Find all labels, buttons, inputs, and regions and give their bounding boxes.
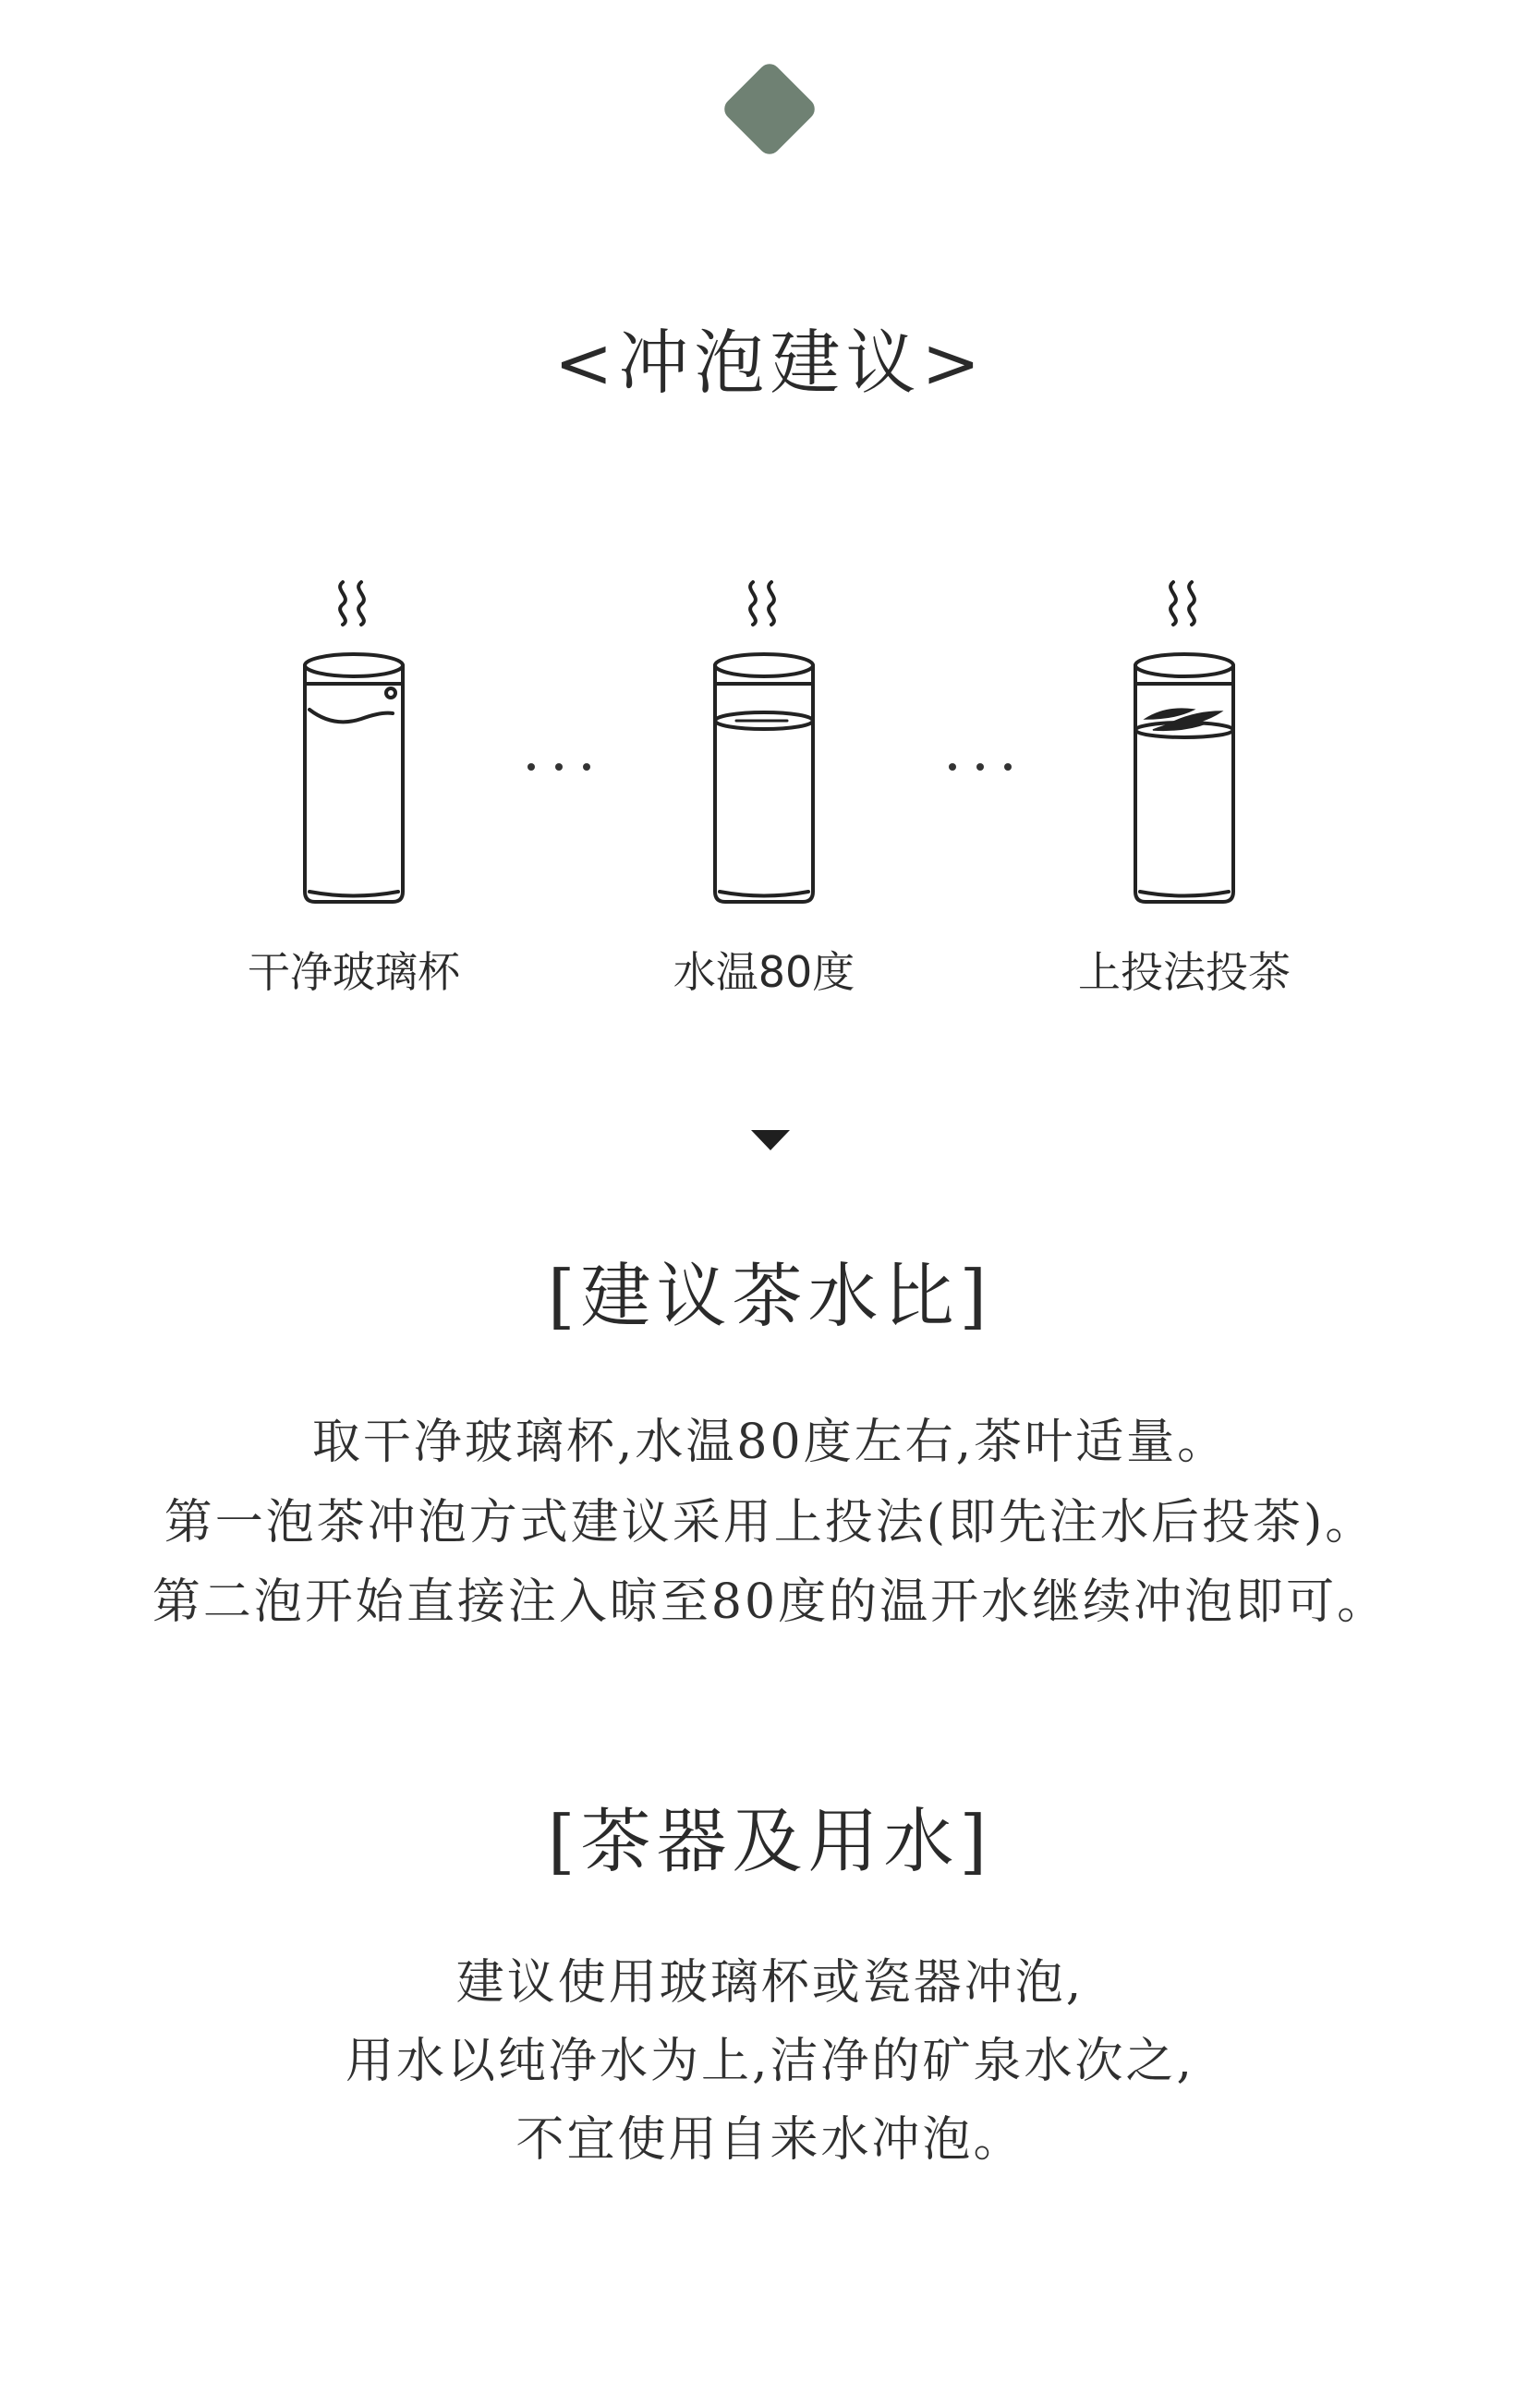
- step-label-clean-glass: 干净玻璃杯: [248, 947, 460, 997]
- teaware-text-line: 用水以纯净水为上,洁净的矿泉水次之,: [345, 2034, 1195, 2089]
- tea-glass-icon: [1120, 573, 1249, 915]
- empty-glass-icon: [289, 573, 418, 915]
- section-title-teaware: [茶器及用水]: [547, 1800, 993, 1882]
- arrow-down-icon: [751, 1130, 790, 1150]
- teaware-text-line: 建议使用玻璃杯或瓷器冲泡,: [455, 1955, 1085, 2011]
- ratio-text-line: 取干净玻璃杯,水温80度左右,茶叶适量。: [311, 1415, 1229, 1470]
- teaware-text-line: 不宜使用自来水冲泡。: [515, 2112, 1025, 2168]
- page-title: <冲泡建议>: [553, 322, 987, 404]
- ellipsis-dots-icon: [517, 758, 600, 776]
- decorative-diamond-icon: [720, 59, 819, 158]
- ellipsis-dots-icon: [939, 758, 1022, 776]
- ratio-text-line: 第一泡茶冲泡方式建议采用上投法(即先注水后投茶)。: [164, 1495, 1376, 1550]
- ratio-text-line: 第二泡开始直接注入晾至80度的温开水继续冲泡即可。: [152, 1574, 1388, 1630]
- water-glass-icon: [699, 573, 829, 915]
- step-label-top-pour: 上投法投茶: [1078, 947, 1291, 997]
- section-title-ratio: [建议茶水比]: [547, 1255, 993, 1337]
- step-label-water-temp: 水温80度: [673, 947, 855, 997]
